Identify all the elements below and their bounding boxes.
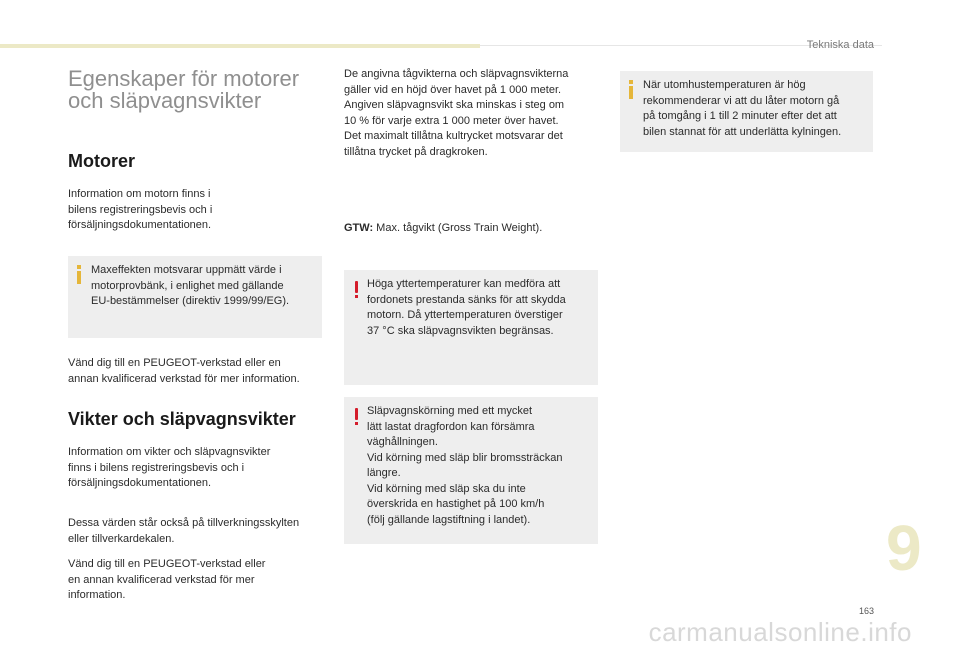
high-temperature-warning [344,270,598,385]
text-line: finns i bilens registreringsbevis och i [68,461,245,474]
page-title-line-2: och släpvagnsvikter [68,88,262,113]
text-line: Dessa värden står också på tillverkningsskylten [68,517,300,529]
text-line: på tomgång i 1 till 2 minuter efter det att [643,110,837,122]
engines-intro [68,187,318,234]
weights-plate-info [68,516,330,547]
light-load-towing-warning-text [367,404,592,528]
towing-weights-intro [344,67,602,160]
text-line: Vänd dig till en PEUGEOT-verkstad eller en [68,357,281,369]
text-line: fordonets prestanda sänks för att skydda [367,293,566,306]
text-line: motorprovbänk, i enlighet med gällande [91,279,284,292]
text-line: gäller vid en höjd över havet på 1 000 meter. [344,83,562,96]
text-line: Information om vikter och släpvagnsvikter [68,446,271,458]
weights-intro [68,445,328,492]
chapter-number: 9 [886,512,922,584]
text-line: De angivna tågvikterna och släpvagnsvikterna [344,68,569,80]
header-accent-bar [0,44,480,48]
text-line: bilen stannat för att underlätta kylningen. [643,125,842,138]
text-line: Det maximalt tillåtna kultrycket motsvarar det [344,130,563,142]
text-line: När utomhustemperaturen är hög [643,79,806,91]
watermark: carmanualsonline.info [648,617,912,647]
text-line: EU-bestämmelser (direktiv 1999/99/EG). [91,295,290,307]
text-line: 10 % för varje extra 1 000 meter över havet. [344,114,559,127]
text-line: försäljningsdokumentationen. [68,477,212,489]
weights-contact [68,557,328,604]
engine-cooling-note-text [643,78,869,140]
text-line: lätt lastat dragfordon kan försämra [367,420,535,433]
page-title-line-1: Egenskaper för motorer [68,66,300,91]
section-title: Tekniska data [806,39,874,51]
text-line: Vänd dig till en PEUGEOT-verkstad eller [68,558,266,570]
engine-power-note-text [91,263,316,310]
text-line: Information om motorn finns i [68,188,211,200]
text-line: information. [68,589,126,601]
page-title [68,68,328,112]
text-line: motorn. Då yttertemperaturen överstiger [367,309,563,321]
text-line: Angiven släpvagnsvikt ska minskas i steg om [344,99,565,111]
gtw-definition [344,221,602,237]
text-line: Släpvagnskörning med ett mycket [367,405,533,417]
text-line: annan kvalificerad verkstad för mer information. [68,372,300,385]
engines-heading: Motorer [68,151,135,171]
engine-power-note [68,256,322,338]
gtw-text: Max. tågvikt (Gross Train Weight). [373,222,543,234]
text-line: bilens registreringsbevis och i [68,203,213,216]
text-line: eller tillverkardekalen. [68,532,175,545]
text-line: en annan kvalificerad verkstad för mer [68,573,255,586]
text-line: 37 °C ska släpvagnsvikten begränsas. [367,324,554,337]
page-number: 163 [858,606,874,616]
text-line: Höga yttertemperaturer kan medföra att [367,278,561,290]
high-temperature-warning-text [367,277,592,339]
light-load-towing-warning [344,397,598,544]
engine-cooling-note [620,71,873,152]
text-line: tillåtna trycket på dragkroken. [344,145,488,158]
text-line: längre. [367,467,401,479]
text-line: väghållningen. [367,436,438,448]
text-line: Maxeffekten motsvarar uppmätt värde i [91,264,282,276]
text-line: (följ gällande lagstiftning i landet). [367,513,531,526]
gtw-label: GTW: [344,222,374,234]
text-line: överskrida en hastighet på 100 km/h [367,498,545,510]
text-line: Vid körning med släp blir bromssträckan [367,451,563,464]
engines-contact [68,356,328,387]
text-line: Vid körning med släp ska du inte [367,482,526,495]
weights-heading: Vikter och släpvagnsvikter [68,409,296,429]
text-line: försäljningsdokumentationen. [68,219,212,231]
text-line: rekommenderar vi att du låter motorn gå [643,94,840,107]
